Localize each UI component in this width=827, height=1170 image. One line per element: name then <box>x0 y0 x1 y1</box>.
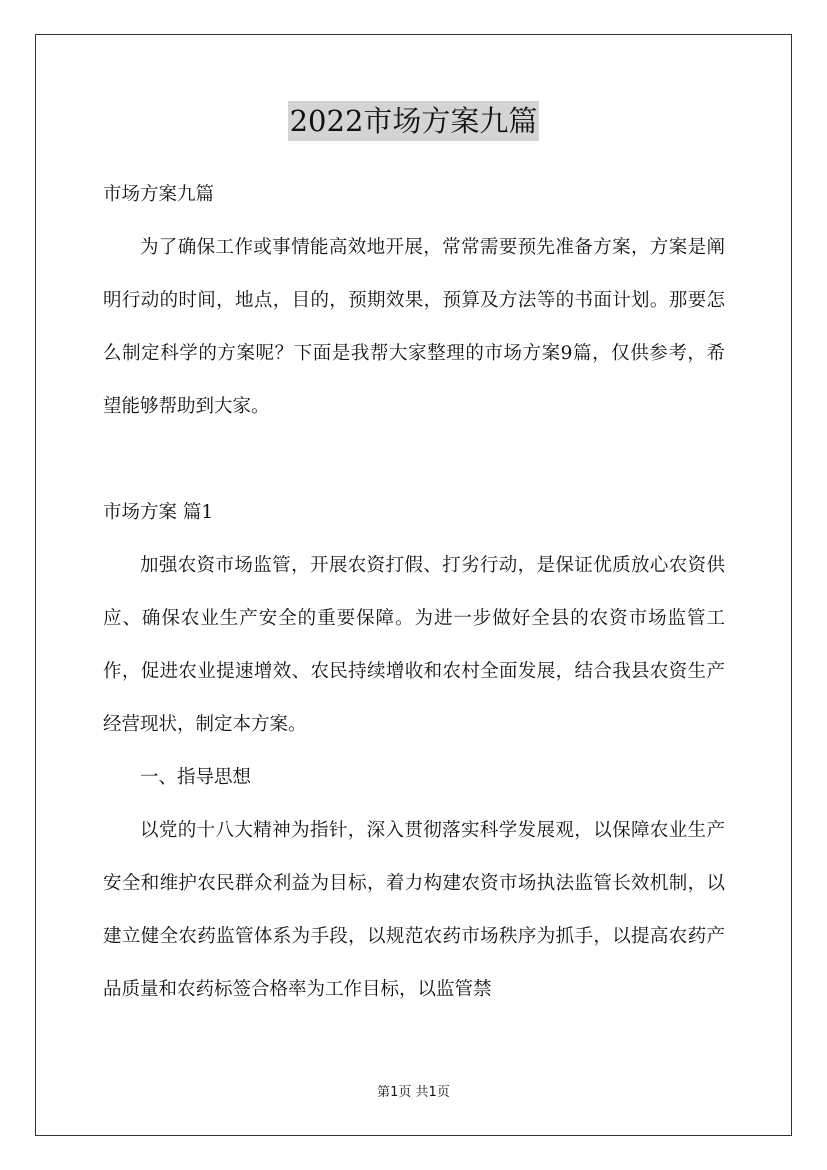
document-body <box>103 168 725 1016</box>
subtitle-paragraph: 市场方案九篇 <box>103 184 215 205</box>
document-title: 2022市场方案九篇 <box>288 101 540 141</box>
section-heading-1: 市场方案 篇1 <box>103 502 214 523</box>
intro-paragraph: 为了确保工作或事情能高效地开展，常常需要预先准备方案，方案是阐明行动的时间，地点，目的，预期效果，预算及方法等的书面计划。那要怎么制定科学的方案呢？下面是我帮大家整理的市场方案9篇，仅供参考，希望能够帮助到大家。 <box>103 237 725 417</box>
guiding-ideology-heading: 一、指导思想 <box>140 767 252 788</box>
page-footer: 第1页 共1页 <box>377 1085 450 1100</box>
blank-line <box>103 433 725 486</box>
guiding-ideology-paragraph: 以党的十八大精神为指针，深入贯彻落实科学发展观，以保障农业生产安全和维护农民群众利益为目标，着力构建农资市场执法监管长效机制，以建立健全农药监管体系为手段，以规范农药市场秩序为抓手，以提高农药产品质量和农药标签合格率为工作目标，以监管禁 <box>103 820 725 1000</box>
section-1-paragraph: 加强农资市场监管，开展农资打假、打劣行动，是保证优质放心农资供应、确保农业生产安全的重要保障。为进一步做好全县的农资市场监管工作，促进农业提速增效、农民持续增收和农村全面发展，结合我县农资生产经营现状，制定本方案。 <box>103 555 725 735</box>
document-title-wrapper <box>0 101 827 141</box>
